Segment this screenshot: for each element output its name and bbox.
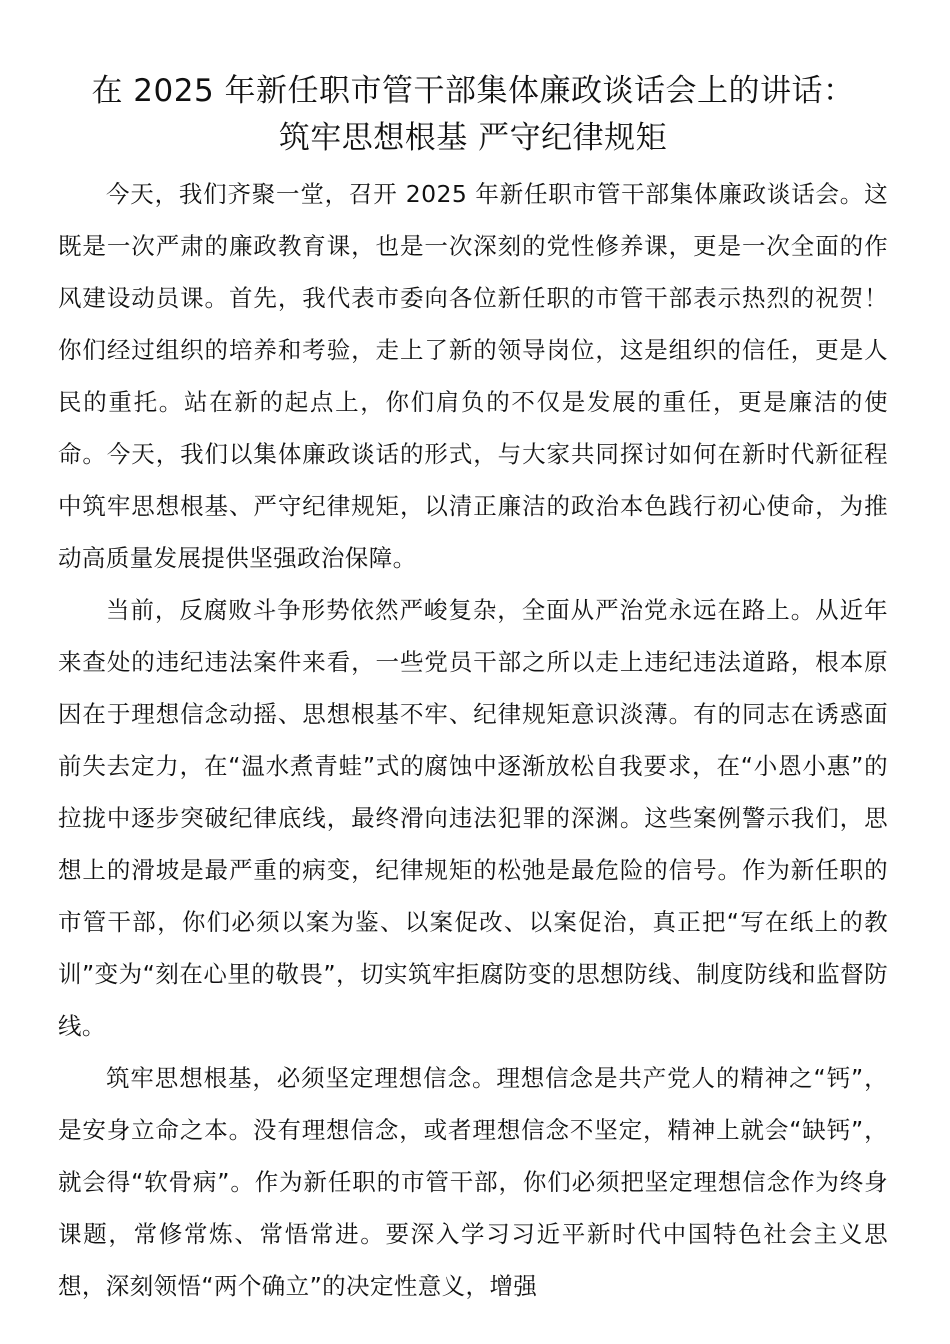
title-line-1: 在 2025 年新任职市管干部集体廉政谈话会上的讲话： [91, 73, 855, 109]
document-body [58, 168, 888, 1312]
paragraph-2: 当前，反腐败斗争形势依然严峻复杂，全面从严治党永远在路上。从近年来查处的违纪违法案件来看，一些党员干部之所以走上违纪违法道路，根本原因在于理想信念动摇、思想根基不牢、纪律规矩意识淡薄。有的同志在诱惑面前失去定力，在“温水煮青蛙”式的腐蚀中逐渐放松自我要求，在“小恩小惠”的拉拢中逐步突破纪律底线，最终滑向违法犯罪的深渊。这些案例警示我们，思想上的滑坡是最严重的病变，纪律规矩的松弛是最危险的信号。作为新任职的市管干部，你们必须以案为鉴、以案促改、以案促治，真正把“写在纸上的教训”变为“刻在心里的敬畏”，切实筑牢拒腐防变的思想防线、制度防线和监督防线。 [58, 596, 888, 1040]
paragraph-3: 筑牢思想根基，必须坚定理想信念。理想信念是共产党人的精神之“钙”，是安身立命之本。没有理想信念，或者理想信念不坚定，精神上就会“缺钙”，就会得“软骨病”。作为新任职的市管干部，你们必须把坚定理想信念作为终身课题，常修常炼、常悟常进。要深入学习习近平新时代中国特色社会主义思想，深刻领悟“两个确立”的决定性意义，增强 [58, 1064, 888, 1300]
paragraph-1: 今天，我们齐聚一堂，召开 2025 年新任职市管干部集体廉政谈话会。这既是一次严肃的廉政教育课，也是一次深刻的党性修养课，更是一次全面的作风建设动员课。首先，我代表市委向各位新任职的市管干部表示热烈的祝贺！你们经过组织的培养和考验，走上了新的领导岗位，这是组织的信任，更是人民的重托。站在新的起点上，你们肩负的不仅是发展的重任，更是廉洁的使命。今天，我们以集体廉政谈话的形式，与大家共同探讨如何在新时代新征程中筑牢思想根基、严守纪律规矩，以清正廉洁的政治本色践行初心使命，为推动高质量发展提供坚强政治保障。 [58, 180, 888, 572]
title-line-2: 筑牢思想根基 严守纪律规矩 [278, 120, 668, 156]
document-title [58, 60, 888, 162]
